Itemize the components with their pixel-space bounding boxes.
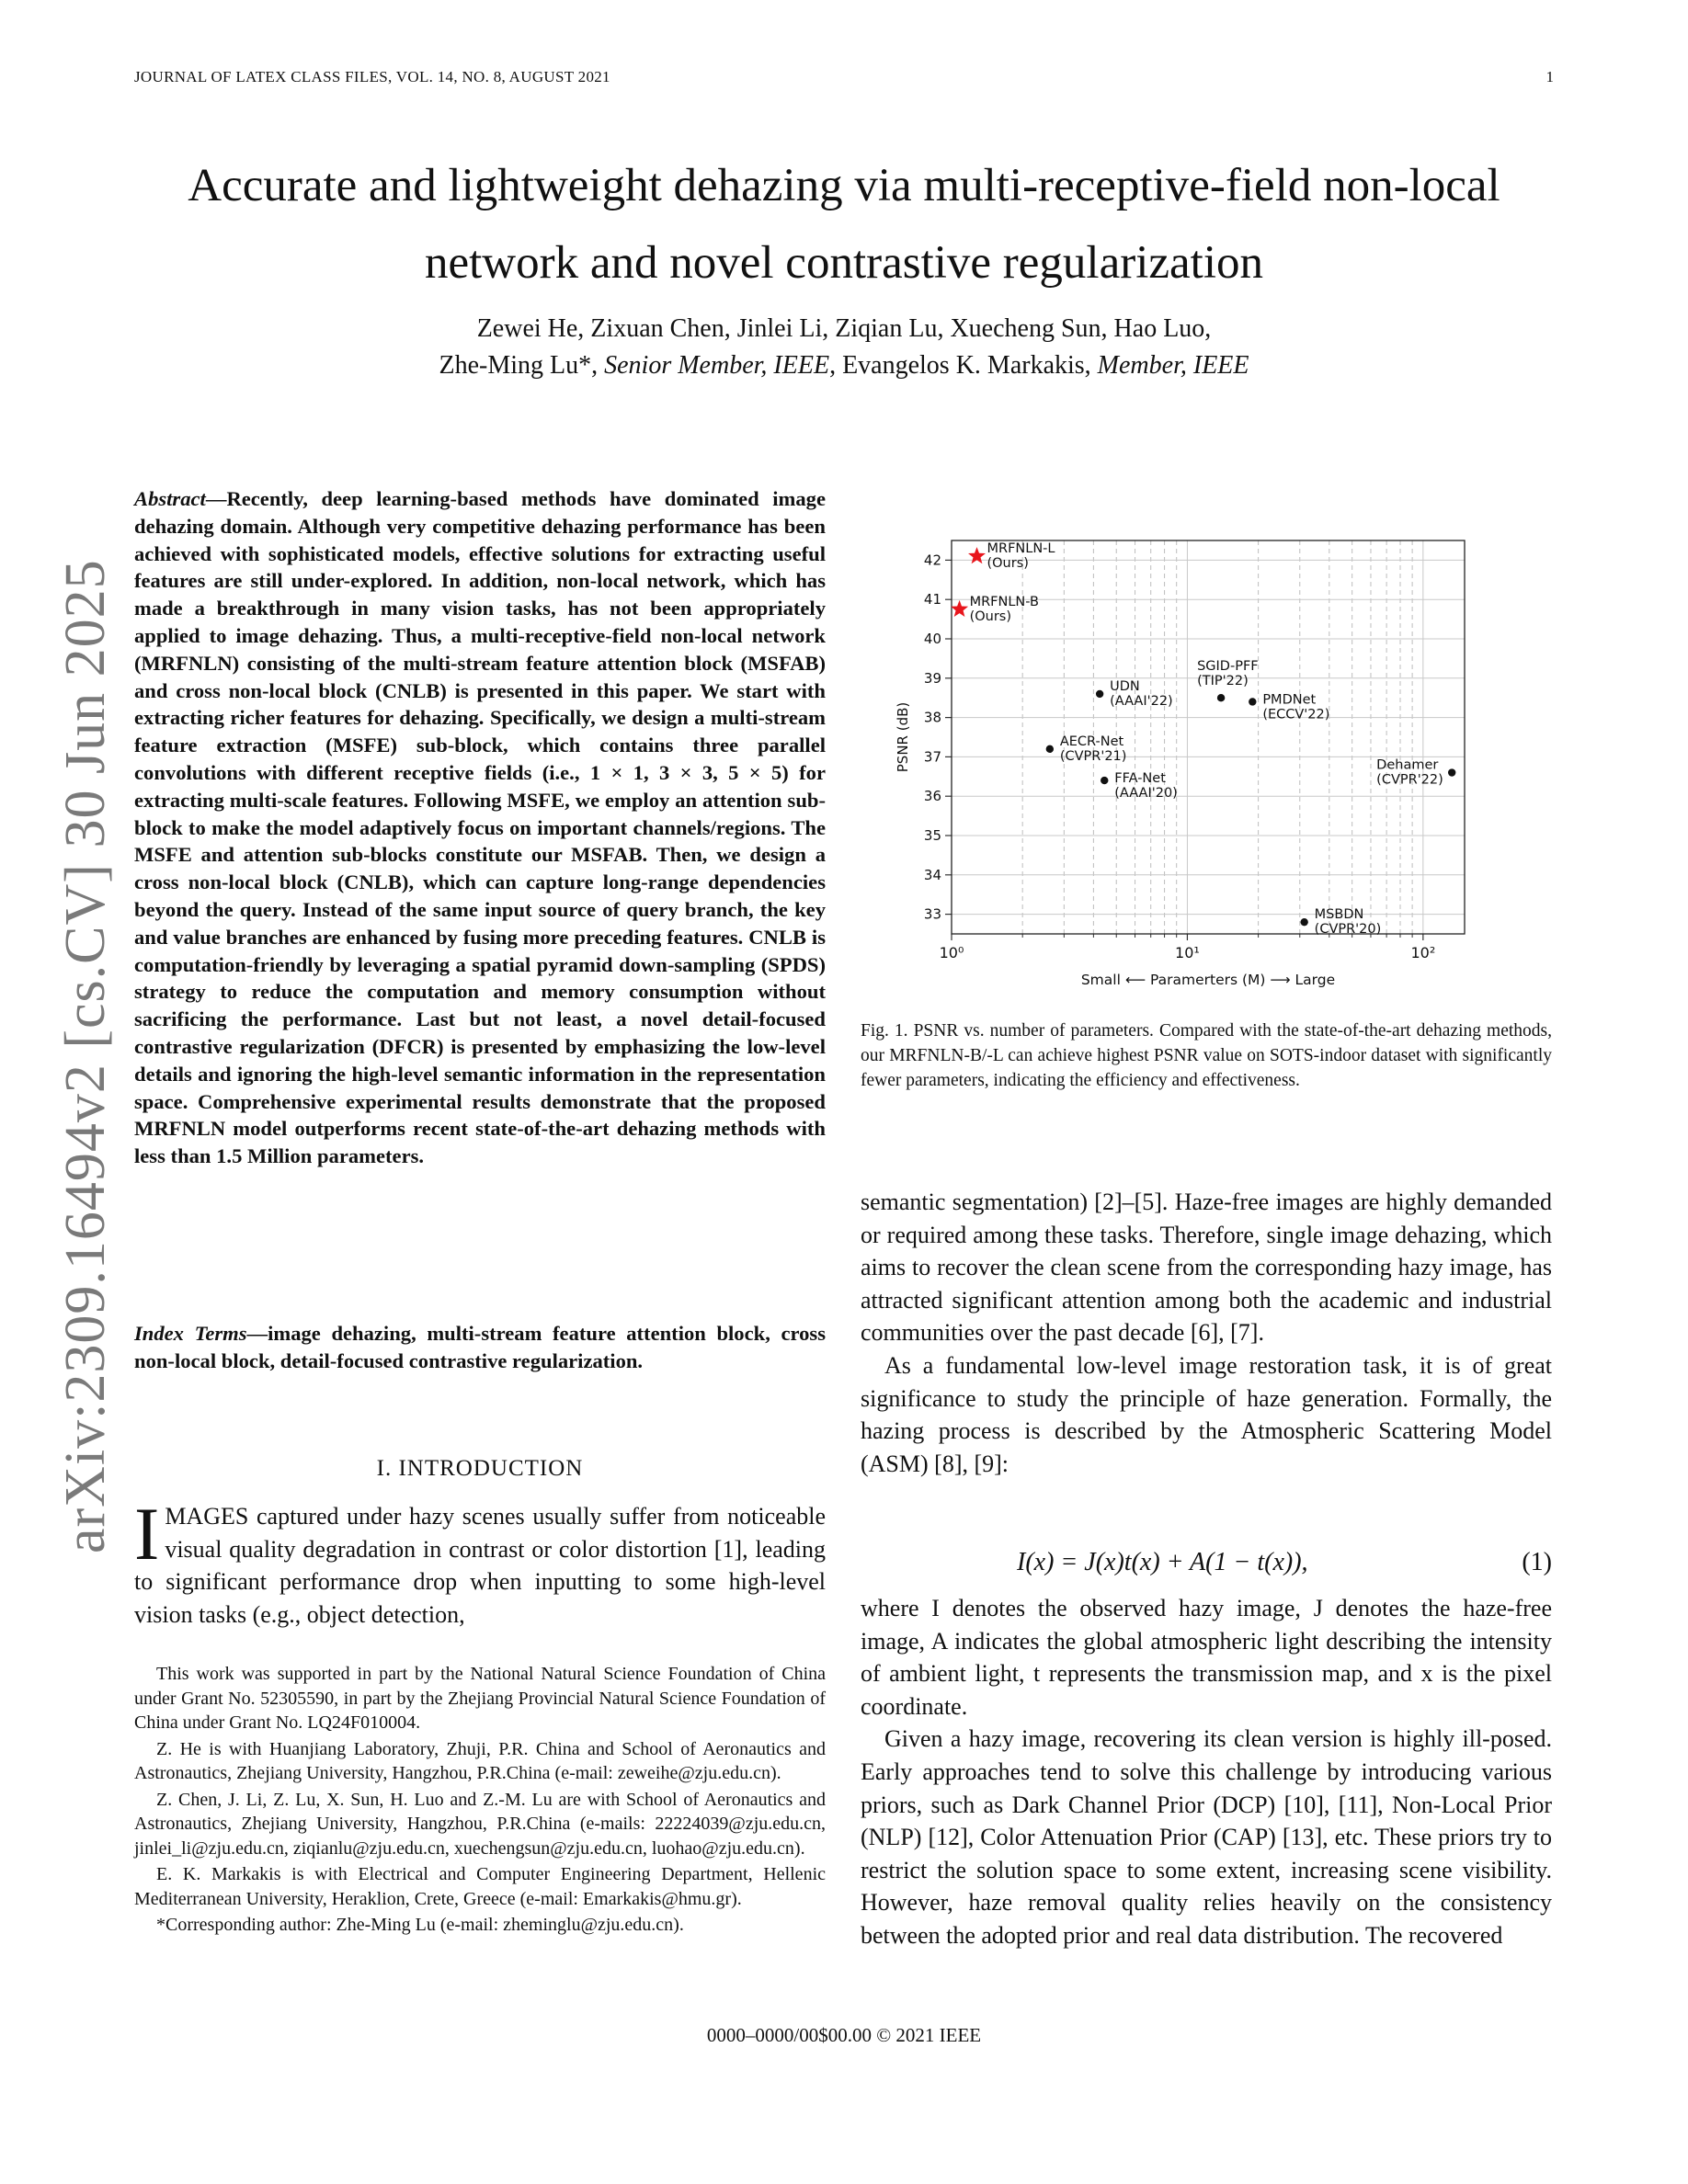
data-point <box>1448 768 1455 776</box>
data-point-star <box>968 547 986 563</box>
data-label: AECR-Net <box>1059 734 1124 749</box>
data-point <box>1046 745 1054 753</box>
intro-text: MAGES captured under hazy scenes usually suffer from noticeable visual quality degradation in contrast or color distortion [1], leading to significant performance drop when inputting to some high-level vision tasks (e.g., object detection, <box>134 1503 826 1628</box>
data-label: MRFNLN-L <box>987 541 1055 557</box>
abstract-text: —Recently, deep learning-based methods have dominated image dehazing domain. Although very competitive dehazing performance has been achieved with sophisticated models, effective solutions for extracting useful features are still under-explored. In addition, non-local network, which has made a breakthrough in many vision tasks, has not been appropriately applied to image dehazing. Thus, a multi-receptive-field non-local network (MRFNLN) consisting of the multi-stream feature attention block (MSFAB) and cross non-local block (CNLB) is presented in this paper. We start with extracting richer features for dehazing. Specifically, we design a multi-stream feature extraction (MSFE) sub-block, which contains three parallel convolutions with different receptive fields (i.e., 1 × 1, 3 × 3, 5 × 5) for extracting multi-scale features. Following MSFE, we employ an attention sub-block to make the model adaptively focus on important channels/regions. The MSFE and attention sub-blocks constitute our MSFAB. Then, we design a cross non-local block (CNLB), which can capture long-range dependencies beyond the query. Instead of the same input source of query branch, the key and value branches are enhanced by fusing more preceding features. CNLB is computation-friendly by leveraging a spatial pyramid down-sampling (SPDS) strategy to reduce the computation and memory consumption without sacrificing the performance. Last but not least, a novel detail-focused contrastive regularization (DFCR) is presented by emphasizing the low-level details and ignoring the high-level semantic information in the representation space. Comprehensive experimental results demonstrate that the proposed MRFNLN model outperforms recent state-of-the-art dehazing methods with less than 1.5 Million parameters. <box>134 487 826 1168</box>
footnote: This work was supported in part by the National Natural Science Foundation of China under Grant No. 52305590, in part by the Zhejiang Provincial Natural Science Foundation of China under Grant No. LQ24F010004. <box>134 1664 826 1733</box>
y-tick-label: 37 <box>923 748 941 766</box>
footnote: E. K. Markakis is with Electrical and Computer Engineering Department, Hellenic Mediterranean University, Heraklion, Crete, Greece (e-mail: Emarkakis@hmu.gr). <box>134 1864 826 1909</box>
y-tick-label: 41 <box>923 591 941 609</box>
page-number: 1 <box>1545 68 1554 85</box>
paragraph: As a fundamental low-level image restoration task, it is of great significance to study the principle of haze generation. Formally, the hazing process is described by the Atmospheric Scattering Model (ASM) [8], [9]: <box>861 1351 1552 1477</box>
x-tick-label: 10² <box>1410 944 1436 961</box>
index-terms-lead: Index Terms <box>134 1322 247 1345</box>
data-label: Dehamer <box>1376 757 1439 773</box>
intro-paragraph <box>134 1492 826 1631</box>
author-role: Member, IEEE <box>1097 351 1249 380</box>
author-line-2 <box>110 347 1578 384</box>
data-label: MSBDN <box>1314 907 1364 923</box>
footnote: Z. He is with Huanjiang Laboratory, Zhuji, P.R. China and School of Aeronautics and Astronautics, Zhejiang University, Hangzhou, P.R.China (e-mail: zeweihe@zju.edu.cn). <box>134 1738 826 1783</box>
data-label: (CVPR'21) <box>1059 748 1127 764</box>
y-tick-label: 36 <box>923 788 941 805</box>
y-tick-label: 42 <box>923 552 941 569</box>
right-column-text <box>861 1186 1552 1480</box>
y-tick-label: 34 <box>923 866 941 883</box>
x-tick-label: 10⁰ <box>939 944 964 961</box>
data-point <box>1217 694 1225 701</box>
data-label: (Ours) <box>987 556 1029 572</box>
paragraph: semantic segmentation) [2]–[5]. Haze-free images are highly demanded or required among these tasks. Therefore, single image dehazing, which aims to recover the clean scene from the corresponding hazy image, has attracted significant attention among both the academic and industrial communities over the past decade [6], [7]. <box>861 1189 1552 1347</box>
data-label: (TIP'22) <box>1197 674 1249 689</box>
abstract-lead: Abstract <box>134 487 206 510</box>
abstract <box>134 485 826 1170</box>
figure-caption: Fig. 1. PSNR vs. number of parameters. Compared with the state-of-the-art dehazing methods, our MRFNLN-B/-L can achieve highest PSNR value on SOTS-indoor dataset with significantly fewer parameters, indicating the efficiency and effectiveness. <box>861 1021 1552 1090</box>
data-point <box>1101 777 1108 784</box>
equation-body: I(x) = J(x)t(x) + A(1 − t(x)), <box>1017 1548 1308 1576</box>
data-label: (CVPR'22) <box>1376 772 1443 788</box>
y-tick-label: 35 <box>923 827 941 844</box>
copyright-footer: 0000–0000/00$00.00 © 2021 IEEE <box>706 2024 982 2046</box>
y-tick-label: 38 <box>923 709 941 726</box>
equation-asm <box>861 1548 1552 1585</box>
y-tick-label: 33 <box>923 905 941 923</box>
data-label: (ECCV'22) <box>1262 707 1330 722</box>
footnote: Z. Chen, J. Li, Z. Lu, X. Sun, H. Luo and Z.-M. Lu are with School of Aeronautics and Astronautics, Zhejiang University, Hangzhou, P.R.China (e-mails: 22224039@zju.edu.cn, jinlei_li@zju.edu.cn, ziqianlu@zju.edu.cn, xuechengsun@zju.edu.cn, luohao@zju.edu.cn). <box>134 1789 826 1859</box>
y-tick-label: 40 <box>923 631 941 647</box>
right-column-text-continued <box>861 1592 1552 1952</box>
data-point <box>1249 698 1256 705</box>
running-header: JOURNAL OF LATEX CLASS FILES, VOL. 14, NO. 8, AUGUST 2021 <box>134 68 610 85</box>
data-point-star <box>951 600 968 617</box>
data-label: (AAAI'22) <box>1110 693 1173 709</box>
x-axis-label: Small ⟵ Paramerters (M) ⟶ Large <box>1080 972 1336 988</box>
author-name: , Evangelos K. Markakis, <box>829 351 1098 380</box>
data-label: SGID-PFF <box>1197 659 1259 675</box>
paragraph: Given a hazy image, recovering its clean version is highly ill-posed. Early approaches tend to solve this challenge by introducing various priors, such as Dark Channel Prior (DCP) [10], [11], Non-Local Prior (NLP) [12], Color Attenuation Prior (CAP) [13], etc. These priors try to restrict the solution space to some extent, increasing scene visibility. However, haze removal quality relies heavily on the consistency between the adopted prior and real data distribution. The recovered <box>861 1725 1552 1949</box>
author-list <box>110 311 1578 384</box>
author-line-1: Zewei He, Zixuan Chen, Jinlei Li, Ziqian Lu, Xuecheng Sun, Hao Luo, <box>476 314 1212 343</box>
y-tick-label: 39 <box>923 669 941 687</box>
index-terms <box>134 1320 826 1375</box>
data-label: UDN <box>1110 678 1140 694</box>
equation-number: (1) <box>1522 1548 1552 1576</box>
paper-title: Accurate and lightweight dehazing via multi-receptive-field non-local network and novel contrastive regularization <box>188 160 1500 289</box>
data-label: (Ours) <box>969 609 1012 624</box>
data-label: MRFNLN-B <box>969 594 1039 609</box>
data-point <box>1300 918 1307 926</box>
x-tick-label: 10¹ <box>1175 944 1200 961</box>
data-point <box>1096 690 1103 698</box>
data-label: PMDNet <box>1262 692 1317 708</box>
index-terms-text: —image dehazing, multi-stream feature attention block, cross non-local block, detail-focused contrastive regularization. <box>134 1322 826 1372</box>
drop-cap: I <box>134 1492 160 1575</box>
paragraph: where I denotes the observed hazy image, J denotes the haze-free image, A indicates the global atmospheric light describing the intensity of ambient light, t represents the transmission map, and x is the pixel coordinate. <box>861 1595 1552 1720</box>
author-role: Senior Member, IEEE <box>604 351 830 380</box>
data-label: (AAAI'20) <box>1114 786 1178 802</box>
data-label: FFA-Net <box>1114 771 1166 787</box>
data-label: (CVPR'20) <box>1314 922 1382 938</box>
footnote: *Corresponding author: Zhe-Ming Lu (e-mail: zheminglu@zju.edu.cn). <box>156 1915 684 1935</box>
footnotes <box>134 1662 826 1939</box>
y-axis-label: PSNR (dB) <box>895 701 911 773</box>
author-name: Zhe-Ming Lu*, <box>439 351 605 380</box>
section-heading: I. INTRODUCTION <box>376 1456 584 1481</box>
psnr-params-chart <box>883 529 1545 989</box>
arxiv-stamp: arXiv:2309.16494v2 [cs.CV] 30 Jun 2025 <box>54 559 117 1553</box>
